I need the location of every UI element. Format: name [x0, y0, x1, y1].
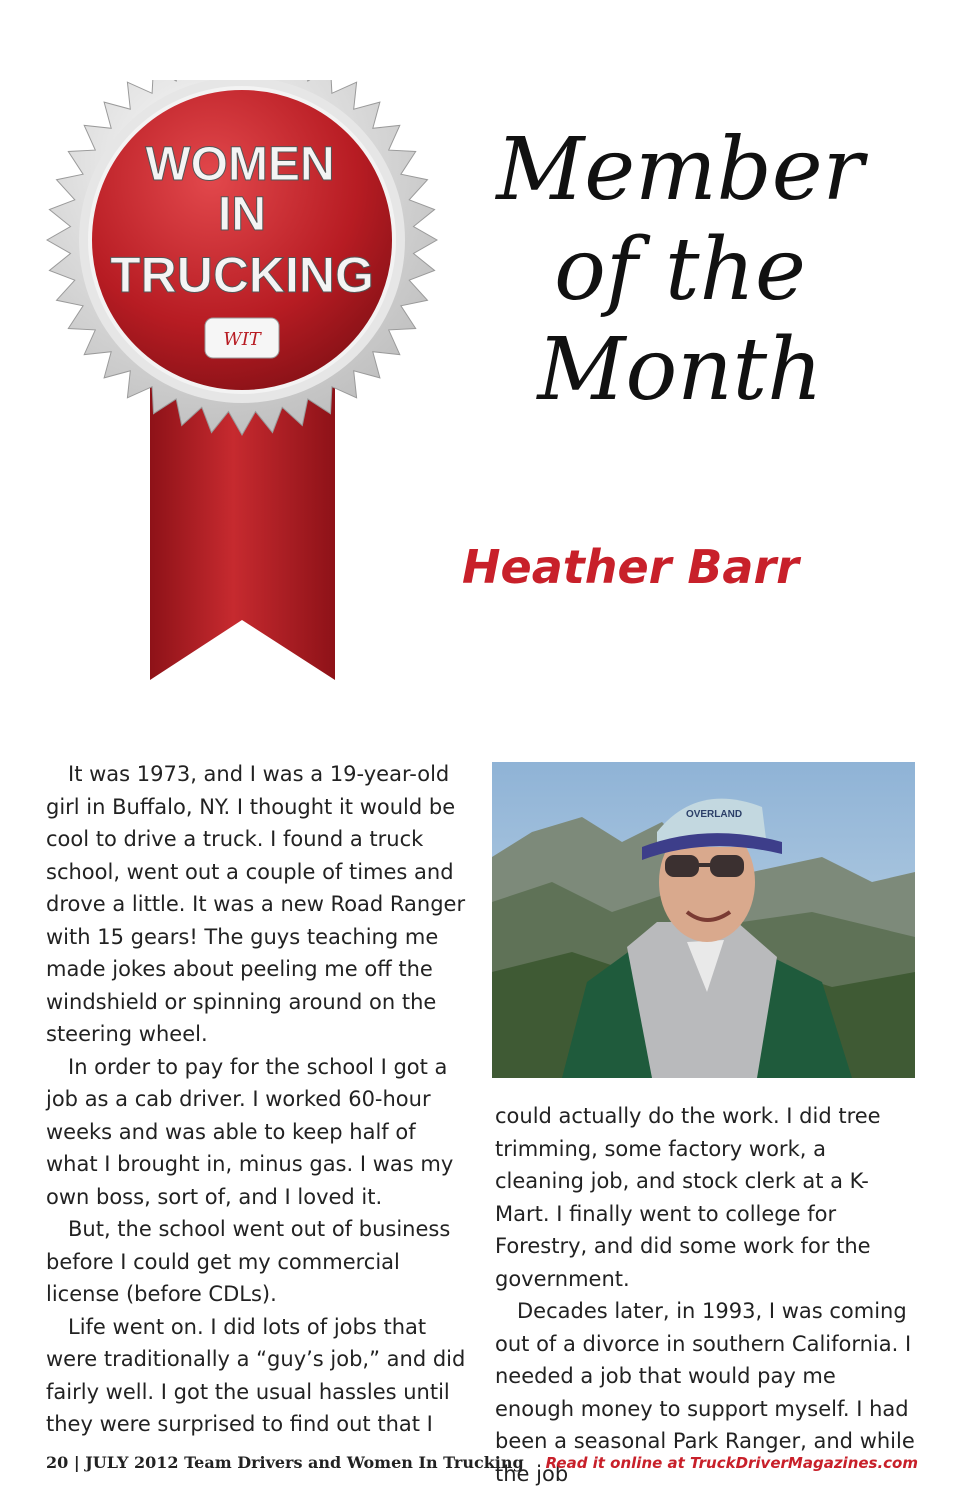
- article-paragraph: Decades later, in 1993, I was coming out of a divorce in southern California. I needed a job that would pay me enough money to support myself. I had been a seasonal Park Ranger, and while the job: [495, 1299, 915, 1486]
- badge-text-women: WOMEN: [145, 138, 335, 191]
- badge-text-trucking: TRUCKING: [110, 247, 374, 303]
- title-line-1: Member: [496, 120, 864, 220]
- article-paragraph: Life went on. I did lots of jobs that were traditionally a “guy’s job,” and did fairly well. I got the usual hassles until they were surprised to find out that I: [46, 1314, 466, 1436]
- article-column-right: [495, 1100, 915, 1490]
- cap-text: OVERLAND: [685, 809, 743, 820]
- women-in-trucking-badge: [30, 80, 460, 720]
- title-line-2: of the: [554, 220, 806, 320]
- article-column-left: [46, 758, 466, 1441]
- article-paragraph: could actually do the work. I did tree trimming, some factory work, a cleaning job, and stock clerk at a K-Mart. I finally went to college for Forestry, and did some work for the government.: [495, 1104, 881, 1291]
- member-of-the-month-title: [470, 120, 890, 420]
- article-paragraph: In order to pay for the school I got a job as a cab driver. I worked 60-hour weeks and was able to keep half of what I brought in, minus gas. I was my own boss, sort of, and I loved it.: [46, 1054, 454, 1209]
- badge-text-in: IN: [218, 188, 266, 241]
- member-photo: [492, 762, 915, 1078]
- member-name: Heather Barr: [462, 540, 799, 594]
- article-paragraph: It was 1973, and I was a 19-year-old girl in Buffalo, NY. I thought it would be cool to drive a truck. I found a truck school, went out a couple of times and drove a little. It was a new Road Ranger with 15 gears! The guys teaching me made jokes about peeling me off the windshield or spinning around on the steering wheel.: [46, 762, 466, 1046]
- page-footer-website-link[interactable]: Read it online at TruckDriverMagazines.com: [545, 1454, 918, 1472]
- title-line-3: Month: [537, 320, 823, 420]
- page-footer-issue: 20 | JULY 2012 Team Drivers and Women In Trucking: [46, 1453, 524, 1472]
- article-paragraph: But, the school went out of business before I could get my commercial license (before CDLs).: [46, 1217, 451, 1306]
- wit-logo-text: WIT: [223, 329, 261, 350]
